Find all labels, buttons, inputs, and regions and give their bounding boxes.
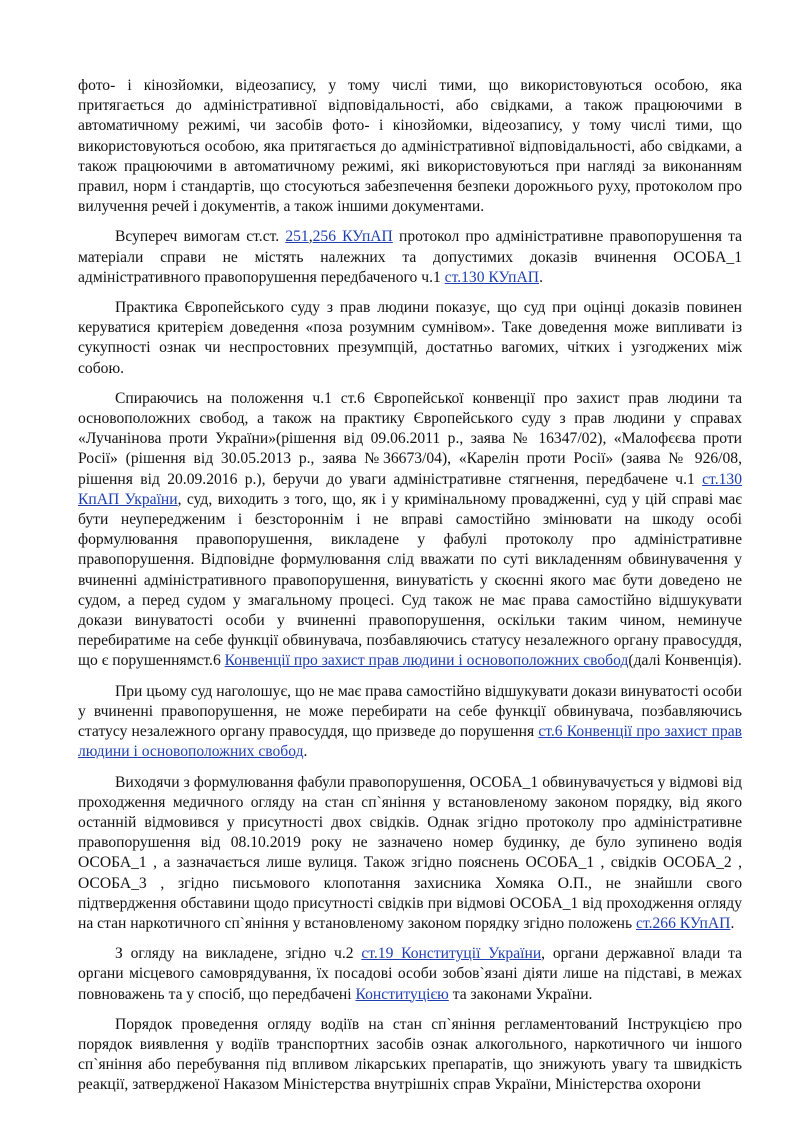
- law-reference-link[interactable]: Конвенції про захист прав людини і основоположних свобод: [224, 652, 629, 670]
- law-reference-link[interactable]: ст.19 Конституції України: [361, 945, 542, 963]
- text-run: Виходячи з формулювання фабули правопорушення, ОСОБА_1 обвинувачується у відмові від проходження медичного огляду на стан сп`яніння у встановленому законом порядку, від якого останній відмовився у присутності двох свідків. Однак згідно протоколу про адміністративне правопорушення від 08.10.2019 року не зазначено номер будинку, де було зупинено водія ОСОБА_1 , а зазначається лише вулиця. Також згідно пояснень ОСОБА_1 , свідків ОСОБА_2 , ОСОБА_3 , згідно письмового клопотання захисника Хомяка О.П., не знайшли свого підтвердження обставини щодо присутності свідків при відмові ОСОБА_1 від проходження огляду на стан наркотичного сп`яніння у встановленому законом порядку згідно положень: [78, 773, 742, 932]
- law-reference-link[interactable]: Конституцією: [355, 985, 449, 1003]
- text-run: , суд, виходить з того, що, як і у кримінальному провадженні, суд у цій справі має бути неупередженим і безстороннім і не вправі самостійно змінювати на шкоду особі формулювання правопорушення, викладене у фабулі протоколу про адміністративне правопорушення. Відповідне формулювання слід вважати по суті викладенням обвинувачення у вчиненні адміністративного правопорушення, винуватість у скоєнні якого має бути доведено не судом, а перед судом у змагальному процесі. Суд також не має права самостійно відшукувати докази винуватості особи у вчиненні правопорушення, оскільки таким чином, неминуче перебиратиме на себе функції обвинувача, позбавляючись статусу незалежного органу правосуддя, що є порушеннямст.6: [78, 490, 742, 670]
- paragraph: [78, 773, 742, 935]
- law-reference-link[interactable]: ст.6 Конвенції про захист прав людини і основоположних свобод: [78, 723, 742, 761]
- text-run: Практика Європейського суду з прав людини показує, що суд при оцінці доказів повинен керуватися критерієм доведення «поза розумним сумнівом». Таке доведення може випливати із сукупності ознак чи неспростовних презумпцій, достатньо вагомих, чітких і узгоджених між собою.: [78, 299, 742, 377]
- text-run: Порядок проведення огляду водіїв на стан сп`яніння регламентований Інструкцією про порядок виявлення у водіїв транспортних засобів ознак алкогольного, наркотичного чи іншого сп`яніння або перебування під впливом лікарських препаратів, що знижують увагу та швидкість реакції, затвердженої Наказом Міністерства внутрішніх справ України, Міністерства охорони: [78, 1015, 742, 1094]
- law-reference-link[interactable]: 251: [285, 228, 309, 246]
- law-reference-link[interactable]: ст.266 КУпАП: [636, 914, 731, 932]
- text-run: Всупереч вимогам ст.ст.: [115, 228, 286, 246]
- text-run: ,: [308, 228, 313, 246]
- paragraph: [78, 682, 742, 763]
- document-page: [78, 76, 742, 1106]
- paragraph: [78, 944, 742, 1005]
- paragraph: [78, 389, 742, 672]
- text-run: Спираючись на положення ч.1 ст.6 Європейської конвенції про захист прав людини та основоположних свобод, а також на практику Європейського суду з прав людини у справах «Лучанінова проти України»(рішення від 09.06.2011 р., заява № 16347/02), «Малофєєва проти Росії» (рішення від 30.05.2013 р., заява №36673/04), «Карелін проти Росії» (заява № 926/08, рішення від 20.09.2016 р.), беручи до уваги адміністративне стягнення, передбачене ч.1: [78, 389, 742, 488]
- paragraph: [78, 298, 742, 379]
- text-run: .: [730, 914, 735, 932]
- text-run: фото- і кінозйомки, відеозапису, у тому числі тими, що використовуються особою, яка притягається до адміністративної відповідальності, або свідками, а також працюючими в автоматичному режимі, чи засобів фото- і кінозйомки, відеозапису, у тому числі тими, що використовуються особою, яка притягається до адміністративної відповідальності, або свідками, а також працюючими в автоматичному режимі, які використовуються при нагляді за виконанням правил, норм і стандартів, що стосуються забезпечення безпеки дорожнього руху, протоколом про вилучення речей і документів, а також іншими документами.: [78, 77, 742, 216]
- text-run: .: [539, 268, 543, 286]
- paragraph: [78, 1015, 742, 1096]
- text-run: .: [303, 743, 308, 761]
- text-run: (далі Конвенція).: [628, 652, 742, 670]
- paragraph: [78, 227, 742, 288]
- law-reference-link[interactable]: ст.130 КУпАП: [444, 268, 540, 286]
- text-run: протокол про адміністративне правопорушення та матеріали справи не містять належних та допустимих доказів вчинення ОСОБА_1 адміністративного правопорушення передбаченого ч.1: [78, 228, 742, 286]
- text-run: З огляду на викладене, згідно ч.2: [115, 945, 362, 963]
- law-reference-link[interactable]: ст.130 КпАП України: [78, 470, 742, 508]
- text-run: При цьому суд наголошує, що не має права самостійно відшукувати докази винуватості особи у вчиненні правопорушення, не може перебирати на себе функції обвинувача, позбавляючись статусу незалежного органу правосуддя, що призведе до порушення: [78, 682, 742, 741]
- paragraph: [78, 76, 742, 217]
- text-run: , органи державної влади та органи місцевого самоврядування, їх посадові особи зобов`язані діяти лише на підставі, в межах повноважень та у спосіб, що передбачені: [78, 945, 743, 1003]
- law-reference-link[interactable]: 256 КУпАП: [312, 228, 393, 246]
- text-run: та законами України.: [448, 985, 593, 1003]
